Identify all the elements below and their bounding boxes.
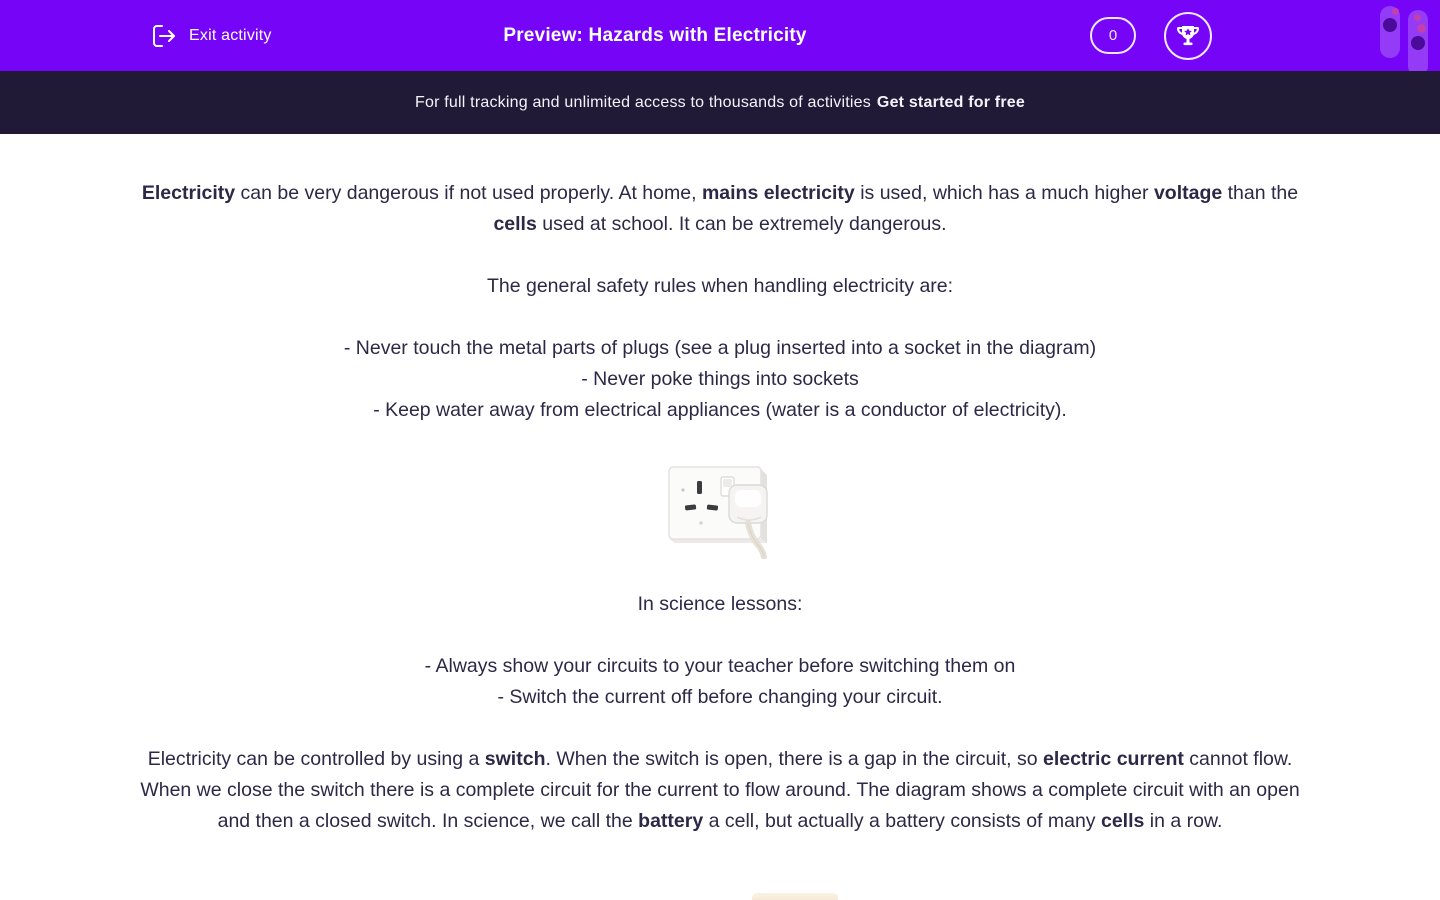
exit-activity-label: Exit activity [189,26,272,44]
safety-rule: - Keep water away from electrical appliances (water is a conductor of electricity). [373,399,1067,421]
activity-content [130,134,1310,837]
trophy-button[interactable] [1164,12,1212,60]
science-rule: - Always show your circuits to your teacher before switching them on [424,655,1016,677]
science-intro: In science lessons: [637,593,803,615]
test-tubes-decoration [1380,6,1428,71]
bubble [1383,18,1397,32]
safety-rule: - Never poke things into sockets [581,368,859,390]
switch-paragraph: Electricity can be controlled by using a switch. When the switch is open, there is a gap in the circuit, so electric current cannot flow. When we close the switch there is a complete circuit for the current to flow around. The diagram shows a complete circuit with an open and then a closed switch. In science, we call the battery a cell, but actually a battery consists of many cells in a row. [140,748,1300,832]
page-title: Preview: Hazards with Electricity [503,24,807,46]
promo-text: For full tracking and unlimited access to thousands of activities [415,93,871,111]
science-rules-list [130,651,1310,713]
plug-socket-image [645,457,795,559]
get-started-link[interactable]: Get started for free [876,93,1025,111]
score-value: 0 [1108,27,1118,44]
bubble [1414,14,1421,21]
score-counter[interactable] [1090,17,1136,54]
bubble [1411,36,1425,50]
safety-rules-list [130,333,1310,426]
safety-intro: The general safety rules when handling electricity are: [486,275,954,297]
bubble [1392,8,1399,15]
intro-paragraph: Electricity can be very dangerous if not used properly. At home, mains electricity is used, which has a much higher voltage than the cells used at school. It can be extremely dangerous. [141,182,1299,235]
safety-rule: - Never touch the metal parts of plugs (see a plug inserted into a socket in the diagram) [343,337,1097,359]
trophy-icon [1174,22,1202,50]
science-rule: - Switch the current off before changing your circuit. [497,686,943,708]
bubble [1417,24,1426,33]
test-tube-icon [1380,6,1400,58]
next-diagram-top-edge [752,893,838,900]
promo-banner [0,71,1440,134]
app-header [0,0,1440,71]
test-tube-icon [1408,10,1428,71]
